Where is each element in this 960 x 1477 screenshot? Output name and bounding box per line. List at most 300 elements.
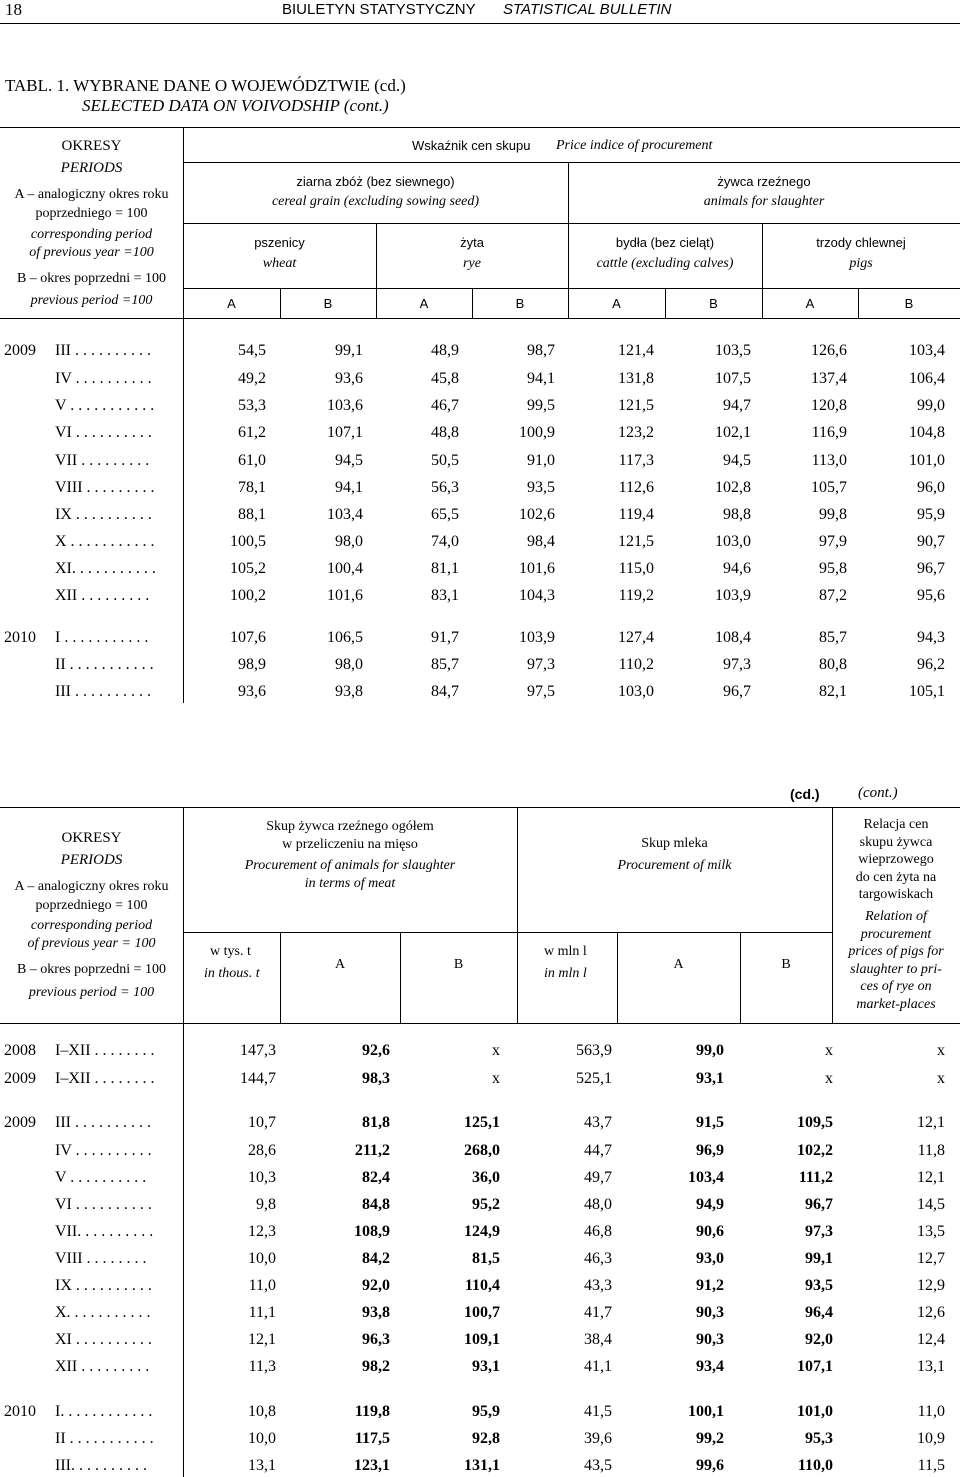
- header-price-pl: Wskaźnik cen skupu: [412, 138, 531, 153]
- table-cell: 12,3: [248, 1223, 276, 1240]
- row-period: VI . . . . . . . . . .: [55, 1196, 152, 1213]
- row-period: V . . . . . . . . . . .: [55, 397, 155, 414]
- table1-rule-3: [183, 288, 960, 289]
- table-cell: 94,5: [335, 452, 363, 469]
- row-period: IV . . . . . . . . . .: [55, 1142, 152, 1159]
- relation-pl-line: skupu żywca: [859, 834, 933, 850]
- col-cattle-en: cattle (excluding calves): [596, 256, 734, 271]
- table-cell: 46,3: [584, 1250, 612, 1267]
- table-cell: 121,5: [618, 533, 654, 550]
- table-cell: 119,4: [618, 506, 654, 523]
- table-cell: 96,0: [917, 479, 945, 496]
- table-cell: 12,1: [917, 1114, 945, 1131]
- table-cell: 10,3: [248, 1169, 276, 1186]
- table-cell: 92,0: [362, 1277, 390, 1294]
- table-cell: 91,5: [696, 1114, 724, 1131]
- table-cell: 107,5: [715, 370, 751, 387]
- table-cell: 97,9: [819, 533, 847, 550]
- unit-l-en: in mln l: [544, 966, 587, 981]
- unit-t-pl: w tys. t: [210, 944, 251, 959]
- stub-a-en: corresponding period: [30, 227, 153, 242]
- row-period: VII. . . . . . . . . .: [55, 1223, 154, 1240]
- table-cell: 103,0: [715, 533, 751, 550]
- slaughter-en-1: Procurement of animals for slaughter: [244, 858, 456, 873]
- table-cell: 46,8: [584, 1223, 612, 1240]
- table-cell: 84,8: [362, 1196, 390, 1213]
- row-period: I . . . . . . . . . . .: [55, 629, 149, 646]
- table-cell: 110,2: [618, 656, 654, 673]
- table-cell: 44,7: [584, 1142, 612, 1159]
- table-cell: 12,9: [917, 1277, 945, 1294]
- col-ab: B: [904, 296, 914, 311]
- table-cell: 41,5: [584, 1403, 612, 1420]
- table-cell: 104,8: [909, 424, 945, 441]
- table-cell: 104,3: [519, 587, 555, 604]
- table-cell: 95,6: [917, 587, 945, 604]
- table2-vr-4: [280, 932, 281, 1023]
- table-cell: 100,4: [327, 560, 363, 577]
- table-cell: x: [937, 1042, 945, 1059]
- cont-pl: (cd.): [790, 786, 820, 802]
- table-cell: 43,7: [584, 1114, 612, 1131]
- col-ab: B: [515, 296, 525, 311]
- table-cell: 82,1: [819, 683, 847, 700]
- relation-en-line: Relation of: [865, 909, 927, 924]
- table-cell: 98,7: [527, 342, 555, 359]
- table-cell: 94,3: [917, 629, 945, 646]
- row-period: II . . . . . . . . . . .: [55, 656, 154, 673]
- row-period: VI . . . . . . . . . .: [55, 424, 152, 441]
- col-pigs-pl: trzody chlewnej: [816, 235, 906, 250]
- table-cell: 96,2: [917, 656, 945, 673]
- row-period: IX . . . . . . . . . .: [55, 1277, 152, 1294]
- stub-b-en: previous period =100: [30, 293, 153, 308]
- table-cell: 119,2: [618, 587, 654, 604]
- page-number: 18: [5, 0, 22, 19]
- table-cell: 98,3: [362, 1070, 390, 1087]
- table-cell: 94,6: [723, 560, 751, 577]
- table-cell: 38,4: [584, 1331, 612, 1348]
- row-period: X. . . . . . . . . . .: [55, 1304, 151, 1321]
- table-cell: x: [937, 1070, 945, 1087]
- table-cell: 92,0: [805, 1331, 833, 1348]
- table-title-en: SELECTED DATA ON VOIVODSHIP (cont.): [82, 96, 389, 115]
- head-rule: [0, 23, 960, 24]
- table-cell: 49,7: [584, 1169, 612, 1186]
- table-cell: 11,5: [917, 1457, 945, 1474]
- table-cell: 102,8: [715, 479, 751, 496]
- table-cell: 97,3: [527, 656, 555, 673]
- table-cell: 101,6: [327, 587, 363, 604]
- table-cell: 103,9: [715, 587, 751, 604]
- table2-body-divider: [183, 1023, 184, 1477]
- col-ab: A: [805, 296, 815, 311]
- table-cell: 100,1: [688, 1403, 724, 1420]
- table-cell: 11,8: [917, 1142, 945, 1159]
- col2-a-milk: A: [673, 957, 684, 972]
- table-cell: 10,0: [248, 1250, 276, 1267]
- row-period: XII . . . . . . . . .: [55, 587, 150, 604]
- table-cell: 11,0: [917, 1403, 945, 1420]
- table-cell: 102,1: [715, 424, 751, 441]
- table-cell: 92,8: [472, 1430, 500, 1447]
- table-cell: 84,7: [431, 683, 459, 700]
- table2-vr-6: [617, 932, 618, 1023]
- table-cell: 107,6: [230, 629, 266, 646]
- table-cell: 105,1: [909, 683, 945, 700]
- table-cell: 107,1: [797, 1358, 833, 1375]
- stub2-b-en: previous period = 100: [28, 985, 155, 1000]
- table-cell: 563,9: [576, 1042, 612, 1059]
- table-cell: 93,1: [472, 1358, 500, 1375]
- col-pigs-en: pigs: [849, 256, 873, 271]
- table-cell: 108,4: [715, 629, 751, 646]
- table-cell: 99,2: [696, 1430, 724, 1447]
- row-period: III. . . . . . . . . .: [55, 1457, 147, 1474]
- table-cell: 95,9: [472, 1403, 500, 1420]
- table-cell: 127,4: [618, 629, 654, 646]
- table-cell: 85,7: [819, 629, 847, 646]
- col2-b-milk: B: [781, 957, 791, 972]
- col2-a: A: [334, 957, 346, 972]
- table-cell: 14,5: [917, 1196, 945, 1213]
- cont-en: (cont.): [858, 785, 898, 801]
- table-cell: 9,8: [256, 1196, 276, 1213]
- table-cell: 94,7: [723, 397, 751, 414]
- row-period: XII . . . . . . . . .: [55, 1358, 150, 1375]
- table-cell: 98,4: [527, 533, 555, 550]
- table-cell: 93,1: [696, 1070, 724, 1087]
- table-cell: 107,1: [327, 424, 363, 441]
- table-cell: 93,4: [696, 1358, 724, 1375]
- stub-periods: PERIODS: [60, 160, 123, 176]
- table-cell: 123,2: [618, 424, 654, 441]
- table-cell: 109,1: [464, 1331, 500, 1348]
- table-cell: 12,4: [917, 1331, 945, 1348]
- table2-top-rule: [0, 807, 960, 808]
- table-cell: 91,2: [696, 1277, 724, 1294]
- table-cell: 101,0: [909, 452, 945, 469]
- table-cell: 12,1: [917, 1169, 945, 1186]
- table-cell: 11,1: [248, 1304, 276, 1321]
- stub2-a-pl-2: poprzedniego = 100: [35, 898, 148, 913]
- relation-en-line: prices of pigs for: [848, 944, 944, 959]
- stub2-periods: PERIODS: [60, 852, 123, 868]
- table1-rule-1: [183, 162, 960, 163]
- table-cell: 84,2: [362, 1250, 390, 1267]
- relation-en-line: market-places: [856, 996, 936, 1012]
- table2-vr-7: [740, 932, 741, 1023]
- table-cell: 74,0: [431, 533, 459, 550]
- table-cell: 12,6: [917, 1304, 945, 1321]
- table-cell: x: [492, 1070, 500, 1087]
- table-cell: 100,7: [464, 1304, 500, 1321]
- table-cell: 106,4: [909, 370, 945, 387]
- table-cell: 110,4: [464, 1277, 500, 1294]
- table-cell: 93,0: [696, 1250, 724, 1267]
- table-cell: 211,2: [354, 1142, 390, 1159]
- table-cell: 105,2: [230, 560, 266, 577]
- table-cell: 125,1: [464, 1114, 500, 1131]
- table-cell: 99,1: [335, 342, 363, 359]
- table-cell: 61,0: [238, 452, 266, 469]
- row-year: 2009: [4, 342, 36, 359]
- table-cell: 94,9: [696, 1196, 724, 1213]
- table-cell: 99,8: [819, 506, 847, 523]
- table-cell: 11,3: [248, 1358, 276, 1375]
- running-head-en: STATISTICAL BULLETIN: [503, 1, 672, 18]
- table-cell: 108,9: [354, 1223, 390, 1240]
- table-cell: 147,3: [240, 1042, 276, 1059]
- table-cell: 112,6: [618, 479, 654, 496]
- table-cell: 45,8: [431, 370, 459, 387]
- table-cell: x: [825, 1070, 833, 1087]
- row-period: X . . . . . . . . . . .: [55, 533, 155, 550]
- table-cell: 87,2: [819, 587, 847, 604]
- stub-a-pl-2: poprzedniego = 100: [35, 206, 148, 221]
- stub2-okresy: OKRESY: [61, 830, 122, 846]
- table-cell: 103,0: [618, 683, 654, 700]
- header-animals-en: animals for slaughter: [703, 194, 825, 209]
- row-period: VII . . . . . . . . .: [55, 452, 150, 469]
- table-cell: 115,0: [618, 560, 654, 577]
- table-cell: 12,1: [248, 1331, 276, 1348]
- table-cell: 113,0: [811, 452, 847, 469]
- table-cell: 61,2: [238, 424, 266, 441]
- stub2-b-pl: B – okres poprzedni = 100: [16, 962, 167, 977]
- table-cell: 96,9: [696, 1142, 724, 1159]
- unit-t-en: in thous. t: [204, 966, 260, 981]
- row-period: IV . . . . . . . . . .: [55, 370, 152, 387]
- table-cell: 106,5: [327, 629, 363, 646]
- table-cell: 117,3: [618, 452, 654, 469]
- stub-a-en-2: of previous year =100: [29, 245, 154, 260]
- relation-en-line: slaughter to pri-: [850, 961, 942, 977]
- col-cattle-pl: bydła (bez cieląt): [615, 235, 715, 250]
- table-cell: 98,9: [238, 656, 266, 673]
- relation-en-line: ces of rye on: [860, 979, 932, 994]
- table-cell: 100,2: [230, 587, 266, 604]
- table-cell: 56,3: [431, 479, 459, 496]
- table-cell: 96,7: [917, 560, 945, 577]
- table-cell: 103,5: [715, 342, 751, 359]
- row-year: 2010: [4, 1403, 36, 1420]
- table-cell: 90,3: [696, 1304, 724, 1321]
- col-ab: B: [709, 296, 718, 311]
- row-period: I–XII . . . . . . . .: [55, 1070, 155, 1087]
- table-cell: 99,6: [696, 1457, 724, 1474]
- table-cell: 99,0: [696, 1042, 724, 1059]
- col2-b: B: [453, 957, 464, 972]
- table1-header-bottom-rule: [0, 318, 960, 319]
- table-cell: 117,5: [354, 1430, 390, 1447]
- table2-rule-1: [183, 932, 517, 933]
- table-cell: 98,0: [335, 533, 363, 550]
- table-cell: 96,4: [805, 1304, 833, 1321]
- table2-vr-5: [400, 932, 401, 1023]
- table-cell: 65,5: [431, 506, 459, 523]
- table-cell: 126,6: [811, 342, 847, 359]
- row-period: III . . . . . . . . . .: [55, 342, 151, 359]
- row-period: XI. . . . . . . . . . .: [55, 560, 156, 577]
- table-cell: 41,1: [584, 1358, 612, 1375]
- table-cell: 97,3: [723, 656, 751, 673]
- milk-pl: Skup mleka: [641, 836, 708, 851]
- table-cell: 28,6: [248, 1142, 276, 1159]
- stub2-a-en: corresponding period: [30, 918, 153, 933]
- row-period: XI . . . . . . . . . .: [55, 1331, 152, 1348]
- table-cell: 99,0: [917, 397, 945, 414]
- table-cell: 91,7: [431, 629, 459, 646]
- table-cell: 102,2: [797, 1142, 833, 1159]
- table-cell: 90,3: [696, 1331, 724, 1348]
- table-cell: 103,9: [519, 629, 555, 646]
- stub2-a-en-2: of previous year = 100: [27, 936, 156, 951]
- row-period: I–XII . . . . . . . .: [55, 1042, 155, 1059]
- table-cell: 95,8: [819, 560, 847, 577]
- table-cell: 95,9: [917, 506, 945, 523]
- table-cell: 78,1: [238, 479, 266, 496]
- table-cell: 119,8: [354, 1403, 390, 1420]
- table-cell: 11,0: [248, 1277, 276, 1294]
- table-cell: 12,7: [917, 1250, 945, 1267]
- row-year: 2010: [4, 629, 36, 646]
- header-grain-en: cereal grain (excluding sowing seed): [271, 194, 480, 209]
- table-cell: 99,1: [805, 1250, 833, 1267]
- table-cell: 94,5: [723, 452, 751, 469]
- stub-b-pl: B – okres poprzedni = 100: [16, 271, 167, 286]
- table-cell: 98,0: [335, 656, 363, 673]
- slaughter-pl-1: Skup żywca rzeźnego ogółem: [266, 819, 434, 834]
- relation-pl-line: do cen żyta na: [855, 869, 937, 885]
- table-cell: 137,4: [811, 370, 847, 387]
- table-cell: 81,1: [431, 560, 459, 577]
- table-cell: 93,6: [335, 370, 363, 387]
- table-cell: 95,2: [472, 1196, 500, 1213]
- table-cell: 83,1: [431, 587, 459, 604]
- table-cell: 98,2: [362, 1358, 390, 1375]
- relation-pl-line: Relacja cen: [863, 817, 929, 832]
- table-cell: 48,0: [584, 1196, 612, 1213]
- table-cell: 13,1: [248, 1457, 276, 1474]
- table-cell: 131,1: [464, 1457, 500, 1474]
- table-cell: 90,6: [696, 1223, 724, 1240]
- unit-l-pl: w mln l: [544, 944, 587, 959]
- col-rye-pl: żyta: [460, 235, 484, 250]
- table-cell: 10,0: [248, 1430, 276, 1447]
- table-cell: x: [825, 1042, 833, 1059]
- row-period: III . . . . . . . . . .: [55, 1114, 151, 1131]
- row-period: V . . . . . . . . . .: [55, 1169, 147, 1186]
- table-cell: 46,7: [431, 397, 459, 414]
- relation-pl-line: wieprzowego: [858, 852, 934, 867]
- table-cell: 93,5: [805, 1277, 833, 1294]
- row-period: IX . . . . . . . . . .: [55, 506, 152, 523]
- table-cell: 111,2: [798, 1169, 833, 1186]
- col-ab: B: [323, 296, 333, 311]
- table1-rule-2: [183, 223, 960, 224]
- table-cell: 96,7: [805, 1196, 833, 1213]
- table-cell: 97,5: [527, 683, 555, 700]
- table-cell: 91,0: [527, 452, 555, 469]
- table-cell: 97,3: [805, 1223, 833, 1240]
- table-cell: 88,1: [238, 506, 266, 523]
- table-cell: 121,4: [618, 342, 654, 359]
- table-cell: 39,6: [584, 1430, 612, 1447]
- relation-en-line: procurement: [860, 926, 932, 942]
- table-cell: 13,5: [917, 1223, 945, 1240]
- row-year: 2008: [4, 1042, 36, 1059]
- col-ab: A: [612, 296, 621, 311]
- table-cell: 131,8: [618, 370, 654, 387]
- table-cell: 48,8: [431, 424, 459, 441]
- col-ab: A: [227, 296, 236, 311]
- table-cell: 81,5: [472, 1250, 500, 1267]
- table-cell: 36,0: [472, 1169, 500, 1186]
- table-cell: 116,9: [811, 424, 847, 441]
- table-cell: 268,0: [464, 1142, 500, 1159]
- row-period: VIII . . . . . . . .: [55, 1250, 147, 1267]
- table-cell: 50,5: [431, 452, 459, 469]
- table-cell: 93,8: [335, 683, 363, 700]
- table-cell: 93,6: [238, 683, 266, 700]
- table-cell: 96,3: [362, 1331, 390, 1348]
- table-cell: 100,5: [230, 533, 266, 550]
- table-cell: 48,9: [431, 342, 459, 359]
- table-cell: 10,9: [917, 1430, 945, 1447]
- table-cell: 49,2: [238, 370, 266, 387]
- table-cell: 93,8: [362, 1304, 390, 1321]
- table2-header-bottom-rule: [0, 1023, 960, 1024]
- table-cell: 124,9: [464, 1223, 500, 1240]
- table-cell: 43,5: [584, 1457, 612, 1474]
- table-cell: 95,3: [805, 1430, 833, 1447]
- table-cell: 103,6: [327, 397, 363, 414]
- table-cell: 105,7: [811, 479, 847, 496]
- table-cell: 121,5: [618, 397, 654, 414]
- table-cell: 525,1: [576, 1070, 612, 1087]
- table2-rule-2: [517, 932, 832, 933]
- table-cell: 10,8: [248, 1403, 276, 1420]
- table-cell: 120,8: [811, 397, 847, 414]
- table-cell: 94,1: [527, 370, 555, 387]
- relation-pl-line: targowiskach: [858, 887, 934, 902]
- table-cell: 82,4: [362, 1169, 390, 1186]
- table-cell: 41,7: [584, 1304, 612, 1321]
- col-wheat-pl: pszenicy: [254, 235, 305, 250]
- table-cell: 123,1: [354, 1457, 390, 1474]
- table-cell: 102,6: [519, 506, 555, 523]
- table-cell: 43,3: [584, 1277, 612, 1294]
- table-cell: 101,0: [797, 1403, 833, 1420]
- table-cell: 92,6: [362, 1042, 390, 1059]
- col-rye-en: rye: [463, 256, 481, 271]
- col-wheat-en: wheat: [262, 256, 297, 271]
- table1-body-divider: [183, 318, 184, 703]
- milk-en: Procurement of milk: [617, 858, 732, 873]
- header-grain-pl: ziarna zbóż (bez siewnego): [296, 174, 455, 189]
- table-cell: 13,1: [917, 1358, 945, 1375]
- table-cell: 94,1: [335, 479, 363, 496]
- slaughter-pl-2: w przeliczeniu na mięso: [282, 837, 418, 852]
- table-cell: 103,4: [909, 342, 945, 359]
- table-cell: 101,6: [519, 560, 555, 577]
- stub2-a-pl: A – analogiczny okres roku: [14, 879, 169, 894]
- table-cell: 90,7: [917, 533, 945, 550]
- row-year: 2009: [4, 1070, 36, 1087]
- table-cell: 85,7: [431, 656, 459, 673]
- table-cell: 110,0: [797, 1457, 833, 1474]
